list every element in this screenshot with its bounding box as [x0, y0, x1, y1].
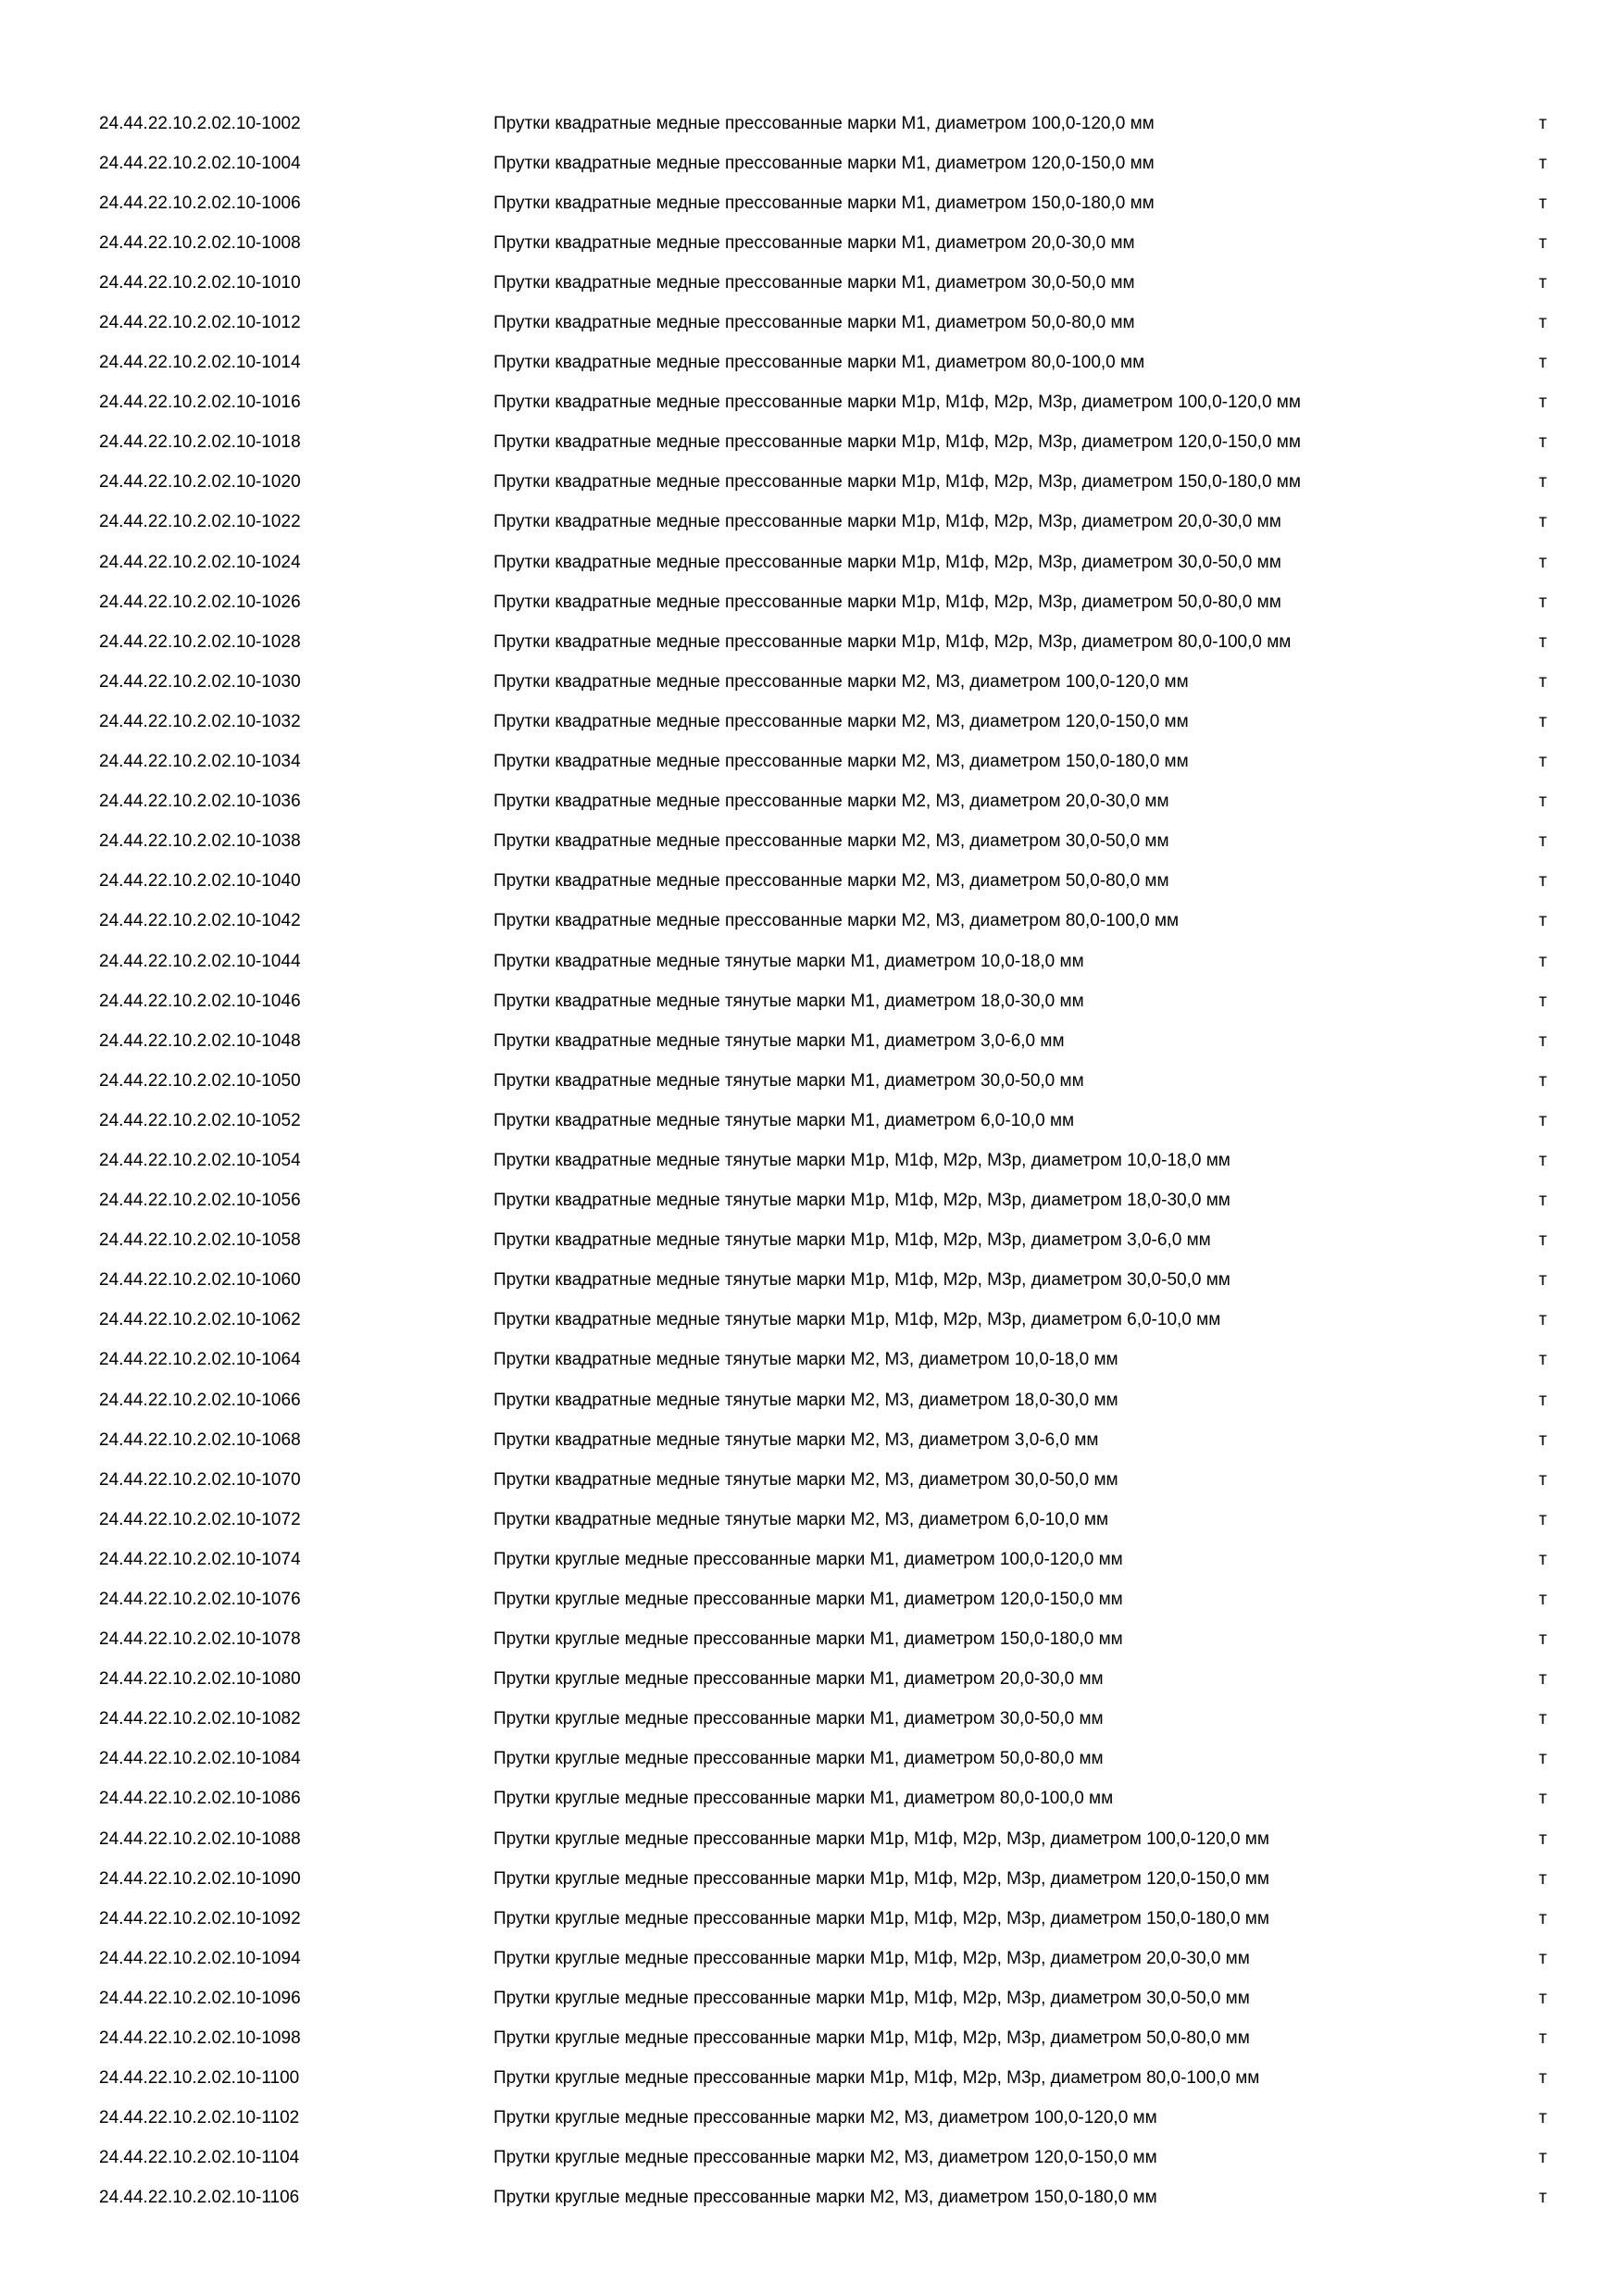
unit-of-measure: т — [1539, 472, 1547, 493]
resource-description: Прутки квадратные медные прессованные марки М2, М3, диаметром 150,0-180,0 мм — [493, 752, 1189, 772]
resource-code: 24.44.22.10.2.02.10-1016 — [99, 393, 301, 413]
table-row — [0, 2099, 1624, 2139]
resource-code: 24.44.22.10.2.02.10-1012 — [99, 313, 301, 333]
unit-of-measure: т — [1539, 393, 1547, 413]
resource-code: 24.44.22.10.2.02.10-1040 — [99, 871, 301, 892]
resource-code: 24.44.22.10.2.02.10-1084 — [99, 1749, 301, 1769]
resource-description: Прутки квадратные медные прессованные марки М1р, М1ф, М2р, М3р, диаметром 150,0-180,0 мм — [493, 472, 1301, 493]
unit-of-measure: т — [1539, 631, 1547, 652]
resource-code: 24.44.22.10.2.02.10-1034 — [99, 752, 301, 772]
unit-of-measure: т — [1539, 792, 1547, 812]
resource-description: Прутки круглые медные прессованные марки М1р, М1ф, М2р, М3р, диаметром 20,0-30,0 мм — [493, 1948, 1250, 1968]
table-row — [0, 1939, 1624, 1978]
resource-code: 24.44.22.10.2.02.10-1056 — [99, 1191, 301, 1211]
resource-code: 24.44.22.10.2.02.10-1002 — [99, 113, 301, 133]
unit-of-measure: т — [1539, 1030, 1547, 1051]
resource-code: 24.44.22.10.2.02.10-1086 — [99, 1789, 301, 1809]
resource-code: 24.44.22.10.2.02.10-1088 — [99, 1828, 301, 1849]
table-row — [0, 303, 1624, 343]
table-row — [0, 582, 1624, 622]
resource-description: Прутки квадратные медные прессованные марки М2, М3, диаметром 20,0-30,0 мм — [493, 792, 1169, 812]
resource-description: Прутки круглые медные прессованные марки М1, диаметром 100,0-120,0 мм — [493, 1549, 1123, 1569]
resource-description: Прутки круглые медные прессованные марки М1р, М1ф, М2р, М3р, диаметром 150,0-180,0 мм — [493, 1908, 1269, 1928]
unit-of-measure: т — [1539, 1469, 1547, 1490]
resource-description: Прутки квадратные медные тянутые марки М1, диаметром 6,0-10,0 мм — [493, 1110, 1075, 1130]
resource-code: 24.44.22.10.2.02.10-1064 — [99, 1350, 301, 1370]
table-row — [0, 942, 1624, 981]
unit-of-measure: т — [1539, 1230, 1547, 1251]
table-row — [0, 463, 1624, 503]
table-row — [0, 1978, 1624, 2018]
table-row — [0, 2178, 1624, 2218]
resource-code: 24.44.22.10.2.02.10-1052 — [99, 1110, 301, 1130]
resource-description: Прутки круглые медные прессованные марки М2, М3, диаметром 100,0-120,0 мм — [493, 2108, 1157, 2128]
table-row — [0, 1021, 1624, 1061]
resource-description: Прутки круглые медные прессованные марки М1р, М1ф, М2р, М3р, диаметром 100,0-120,0 мм — [493, 1828, 1269, 1849]
table-row — [0, 1819, 1624, 1859]
resource-code: 24.44.22.10.2.02.10-1004 — [99, 153, 301, 173]
resource-code: 24.44.22.10.2.02.10-1008 — [99, 232, 301, 253]
resource-code: 24.44.22.10.2.02.10-1024 — [99, 552, 301, 572]
resource-description: Прутки квадратные медные прессованные марки М1р, М1ф, М2р, М3р, диаметром 100,0-120,0 мм — [493, 393, 1301, 413]
unit-of-measure: т — [1539, 1908, 1547, 1928]
unit-of-measure: т — [1539, 911, 1547, 931]
table-row — [0, 782, 1624, 822]
resource-description: Прутки квадратные медные прессованные марки М2, М3, диаметром 80,0-100,0 мм — [493, 911, 1180, 931]
table-row — [0, 1061, 1624, 1101]
resource-description: Прутки круглые медные прессованные марки М1, диаметром 80,0-100,0 мм — [493, 1789, 1114, 1809]
resource-description: Прутки квадратные медные прессованные марки М2, М3, диаметром 120,0-150,0 мм — [493, 711, 1189, 731]
resource-code: 24.44.22.10.2.02.10-1104 — [99, 2148, 300, 2168]
price-list-table — [0, 104, 1624, 2218]
unit-of-measure: т — [1539, 991, 1547, 1011]
unit-of-measure: т — [1539, 752, 1547, 772]
resource-code: 24.44.22.10.2.02.10-1032 — [99, 711, 301, 731]
table-row — [0, 1380, 1624, 1420]
unit-of-measure: т — [1539, 2028, 1547, 2049]
unit-of-measure: т — [1539, 1150, 1547, 1170]
unit-of-measure: т — [1539, 512, 1547, 532]
resource-description: Прутки квадратные медные тянутые марки М1, диаметром 10,0-18,0 мм — [493, 951, 1084, 971]
table-row — [0, 503, 1624, 543]
unit-of-measure: т — [1539, 1629, 1547, 1650]
resource-code: 24.44.22.10.2.02.10-1018 — [99, 432, 301, 453]
table-row — [0, 1620, 1624, 1660]
table-row — [0, 1500, 1624, 1540]
table-row — [0, 1660, 1624, 1700]
resource-description: Прутки квадратные медные тянутые марки М2, М3, диаметром 30,0-50,0 мм — [493, 1469, 1118, 1490]
resource-description: Прутки квадратные медные тянутые марки М2, М3, диаметром 3,0-6,0 мм — [493, 1429, 1099, 1450]
resource-code: 24.44.22.10.2.02.10-1046 — [99, 991, 301, 1011]
table-row — [0, 104, 1624, 144]
table-row — [0, 1101, 1624, 1141]
resource-code: 24.44.22.10.2.02.10-1096 — [99, 1988, 301, 2008]
resource-description: Прутки круглые медные прессованные марки М1р, М1ф, М2р, М3р, диаметром 50,0-80,0 мм — [493, 2028, 1250, 2049]
unit-of-measure: т — [1539, 272, 1547, 293]
resource-code: 24.44.22.10.2.02.10-1094 — [99, 1948, 301, 1968]
unit-of-measure: т — [1539, 1749, 1547, 1769]
unit-of-measure: т — [1539, 1509, 1547, 1529]
resource-description: Прутки квадратные медные прессованные марки М1, диаметром 30,0-50,0 мм — [493, 272, 1135, 293]
resource-code: 24.44.22.10.2.02.10-1054 — [99, 1150, 301, 1170]
resource-description: Прутки круглые медные прессованные марки М1, диаметром 120,0-150,0 мм — [493, 1590, 1123, 1610]
unit-of-measure: т — [1539, 1709, 1547, 1729]
unit-of-measure: т — [1539, 1270, 1547, 1291]
unit-of-measure: т — [1539, 2148, 1547, 2168]
unit-of-measure: т — [1539, 2068, 1547, 2089]
resource-description: Прутки квадратные медные прессованные марки М1, диаметром 20,0-30,0 мм — [493, 232, 1135, 253]
resource-description: Прутки квадратные медные тянутые марки М1р, М1ф, М2р, М3р, диаметром 18,0-30,0 мм — [493, 1191, 1230, 1211]
table-row — [0, 1579, 1624, 1619]
table-row — [0, 263, 1624, 303]
resource-code: 24.44.22.10.2.02.10-1076 — [99, 1590, 301, 1610]
resource-description: Прутки квадратные медные тянутые марки М2, М3, диаметром 6,0-10,0 мм — [493, 1509, 1109, 1529]
table-row — [0, 1859, 1624, 1899]
unit-of-measure: т — [1539, 1390, 1547, 1410]
unit-of-measure: т — [1539, 1789, 1547, 1809]
resource-description: Прутки квадратные медные тянутые марки М1, диаметром 3,0-6,0 мм — [493, 1030, 1065, 1051]
resource-description: Прутки квадратные медные прессованные марки М1р, М1ф, М2р, М3р, диаметром 50,0-80,0 мм — [493, 592, 1281, 612]
unit-of-measure: т — [1539, 1590, 1547, 1610]
resource-description: Прутки квадратные медные прессованные марки М1р, М1ф, М2р, М3р, диаметром 80,0-100,0 мм — [493, 631, 1292, 652]
resource-description: Прутки квадратные медные тянутые марки М2, М3, диаметром 10,0-18,0 мм — [493, 1350, 1118, 1370]
resource-code: 24.44.22.10.2.02.10-1102 — [99, 2108, 300, 2128]
unit-of-measure: т — [1539, 432, 1547, 453]
table-row — [0, 543, 1624, 582]
resource-description: Прутки квадратные медные тянутые марки М1р, М1ф, М2р, М3р, диаметром 6,0-10,0 мм — [493, 1310, 1221, 1330]
table-row — [0, 183, 1624, 223]
resource-description: Прутки квадратные медные тянутые марки М2, М3, диаметром 18,0-30,0 мм — [493, 1390, 1118, 1410]
table-row — [0, 2059, 1624, 2099]
resource-description: Прутки круглые медные прессованные марки М1р, М1ф, М2р, М3р, диаметром 120,0-150,0 мм — [493, 1868, 1269, 1889]
resource-description: Прутки квадратные медные прессованные марки М1р, М1ф, М2р, М3р, диаметром 30,0-50,0 мм — [493, 552, 1281, 572]
resource-code: 24.44.22.10.2.02.10-1074 — [99, 1549, 301, 1569]
resource-code: 24.44.22.10.2.02.10-1100 — [99, 2068, 300, 2089]
resource-code: 24.44.22.10.2.02.10-1028 — [99, 631, 301, 652]
unit-of-measure: т — [1539, 1948, 1547, 1968]
table-row — [0, 822, 1624, 862]
table-row — [0, 144, 1624, 183]
table-row — [0, 2019, 1624, 2059]
unit-of-measure: т — [1539, 1070, 1547, 1091]
resource-code: 24.44.22.10.2.02.10-1048 — [99, 1030, 301, 1051]
unit-of-measure: т — [1539, 232, 1547, 253]
resource-code: 24.44.22.10.2.02.10-1078 — [99, 1629, 301, 1650]
resource-code: 24.44.22.10.2.02.10-1060 — [99, 1270, 301, 1291]
unit-of-measure: т — [1539, 2108, 1547, 2128]
resource-description: Прутки квадратные медные прессованные марки М1, диаметром 150,0-180,0 мм — [493, 193, 1155, 213]
resource-code: 24.44.22.10.2.02.10-1006 — [99, 193, 301, 213]
unit-of-measure: т — [1539, 1429, 1547, 1450]
table-row — [0, 1420, 1624, 1460]
resource-description: Прутки квадратные медные тянутые марки М1р, М1ф, М2р, М3р, диаметром 10,0-18,0 мм — [493, 1150, 1230, 1170]
table-row — [0, 383, 1624, 423]
unit-of-measure: т — [1539, 313, 1547, 333]
table-row — [0, 981, 1624, 1021]
unit-of-measure: т — [1539, 1549, 1547, 1569]
unit-of-measure: т — [1539, 711, 1547, 731]
resource-code: 24.44.22.10.2.02.10-1042 — [99, 911, 301, 931]
table-row — [0, 862, 1624, 902]
resource-code: 24.44.22.10.2.02.10-1038 — [99, 831, 301, 852]
table-row — [0, 1700, 1624, 1740]
unit-of-measure: т — [1539, 1988, 1547, 2008]
unit-of-measure: т — [1539, 871, 1547, 892]
resource-code: 24.44.22.10.2.02.10-1080 — [99, 1669, 301, 1690]
unit-of-measure: т — [1539, 1350, 1547, 1370]
table-row — [0, 343, 1624, 383]
unit-of-measure: т — [1539, 1191, 1547, 1211]
unit-of-measure: т — [1539, 153, 1547, 173]
resource-code: 24.44.22.10.2.02.10-1066 — [99, 1390, 301, 1410]
table-row — [0, 2139, 1624, 2178]
resource-code: 24.44.22.10.2.02.10-1068 — [99, 1429, 301, 1450]
resource-code: 24.44.22.10.2.02.10-1030 — [99, 671, 301, 692]
table-row — [0, 902, 1624, 942]
resource-description: Прутки квадратные медные прессованные марки М2, М3, диаметром 50,0-80,0 мм — [493, 871, 1169, 892]
table-row — [0, 423, 1624, 463]
resource-description: Прутки круглые медные прессованные марки М1, диаметром 20,0-30,0 мм — [493, 1669, 1104, 1690]
table-row — [0, 1341, 1624, 1380]
resource-code: 24.44.22.10.2.02.10-1106 — [99, 2188, 300, 2208]
resource-code: 24.44.22.10.2.02.10-1026 — [99, 592, 301, 612]
resource-code: 24.44.22.10.2.02.10-1082 — [99, 1709, 301, 1729]
resource-description: Прутки квадратные медные прессованные марки М1, диаметром 80,0-100,0 мм — [493, 353, 1145, 373]
table-row — [0, 1540, 1624, 1579]
resource-code: 24.44.22.10.2.02.10-1044 — [99, 951, 301, 971]
resource-description: Прутки квадратные медные прессованные марки М2, М3, диаметром 30,0-50,0 мм — [493, 831, 1169, 852]
resource-code: 24.44.22.10.2.02.10-1072 — [99, 1509, 301, 1529]
table-row — [0, 1141, 1624, 1180]
table-row — [0, 1301, 1624, 1341]
resource-description: Прутки круглые медные прессованные марки М2, М3, диаметром 150,0-180,0 мм — [493, 2188, 1157, 2208]
resource-description: Прутки квадратные медные прессованные марки М1р, М1ф, М2р, М3р, диаметром 120,0-150,0 мм — [493, 432, 1301, 453]
unit-of-measure: т — [1539, 1110, 1547, 1130]
resource-description: Прутки квадратные медные прессованные марки М1р, М1ф, М2р, М3р, диаметром 20,0-30,0 мм — [493, 512, 1281, 532]
unit-of-measure: т — [1539, 353, 1547, 373]
table-row — [0, 1779, 1624, 1819]
resource-code: 24.44.22.10.2.02.10-1092 — [99, 1908, 301, 1928]
table-row — [0, 702, 1624, 742]
resource-code: 24.44.22.10.2.02.10-1020 — [99, 472, 301, 493]
resource-code: 24.44.22.10.2.02.10-1062 — [99, 1310, 301, 1330]
resource-description: Прутки квадратные медные прессованные марки М1, диаметром 50,0-80,0 мм — [493, 313, 1135, 333]
unit-of-measure: т — [1539, 671, 1547, 692]
resource-code: 24.44.22.10.2.02.10-1070 — [99, 1469, 301, 1490]
table-row — [0, 622, 1624, 662]
table-row — [0, 1460, 1624, 1500]
table-row — [0, 223, 1624, 263]
unit-of-measure: т — [1539, 1828, 1547, 1849]
table-row — [0, 1899, 1624, 1939]
resource-code: 24.44.22.10.2.02.10-1090 — [99, 1868, 301, 1889]
table-row — [0, 1261, 1624, 1301]
resource-description: Прутки круглые медные прессованные марки М1, диаметром 30,0-50,0 мм — [493, 1709, 1104, 1729]
table-row — [0, 662, 1624, 702]
unit-of-measure: т — [1539, 831, 1547, 852]
resource-code: 24.44.22.10.2.02.10-1098 — [99, 2028, 301, 2049]
table-row — [0, 1181, 1624, 1221]
resource-code: 24.44.22.10.2.02.10-1014 — [99, 353, 301, 373]
unit-of-measure: т — [1539, 193, 1547, 213]
unit-of-measure: т — [1539, 1868, 1547, 1889]
table-row — [0, 742, 1624, 782]
resource-description: Прутки квадратные медные тянутые марки М1, диаметром 18,0-30,0 мм — [493, 991, 1084, 1011]
resource-code: 24.44.22.10.2.02.10-1050 — [99, 1070, 301, 1091]
resource-code: 24.44.22.10.2.02.10-1058 — [99, 1230, 301, 1251]
resource-description: Прутки круглые медные прессованные марки М1, диаметром 150,0-180,0 мм — [493, 1629, 1123, 1650]
unit-of-measure: т — [1539, 2188, 1547, 2208]
unit-of-measure: т — [1539, 1669, 1547, 1690]
resource-description: Прутки круглые медные прессованные марки М2, М3, диаметром 120,0-150,0 мм — [493, 2148, 1157, 2168]
unit-of-measure: т — [1539, 592, 1547, 612]
resource-code: 24.44.22.10.2.02.10-1036 — [99, 792, 301, 812]
resource-description: Прутки квадратные медные тянутые марки М1р, М1ф, М2р, М3р, диаметром 30,0-50,0 мм — [493, 1270, 1230, 1291]
resource-description: Прутки квадратные медные прессованные марки М1, диаметром 100,0-120,0 мм — [493, 113, 1155, 133]
resource-description: Прутки круглые медные прессованные марки М1р, М1ф, М2р, М3р, диаметром 80,0-100,0 мм — [493, 2068, 1260, 2089]
table-row — [0, 1221, 1624, 1261]
resource-description: Прутки круглые медные прессованные марки М1р, М1ф, М2р, М3р, диаметром 30,0-50,0 мм — [493, 1988, 1250, 2008]
unit-of-measure: т — [1539, 552, 1547, 572]
resource-description: Прутки квадратные медные тянутые марки М1р, М1ф, М2р, М3р, диаметром 3,0-6,0 мм — [493, 1230, 1211, 1251]
resource-code: 24.44.22.10.2.02.10-1010 — [99, 272, 301, 293]
resource-description: Прутки квадратные медные прессованные марки М1, диаметром 120,0-150,0 мм — [493, 153, 1155, 173]
resource-description: Прутки квадратные медные прессованные марки М2, М3, диаметром 100,0-120,0 мм — [493, 671, 1189, 692]
resource-description: Прутки круглые медные прессованные марки М1, диаметром 50,0-80,0 мм — [493, 1749, 1104, 1769]
unit-of-measure: т — [1539, 951, 1547, 971]
unit-of-measure: т — [1539, 1310, 1547, 1330]
unit-of-measure: т — [1539, 113, 1547, 133]
table-row — [0, 1740, 1624, 1779]
resource-code: 24.44.22.10.2.02.10-1022 — [99, 512, 301, 532]
resource-description: Прутки квадратные медные тянутые марки М1, диаметром 30,0-50,0 мм — [493, 1070, 1084, 1091]
